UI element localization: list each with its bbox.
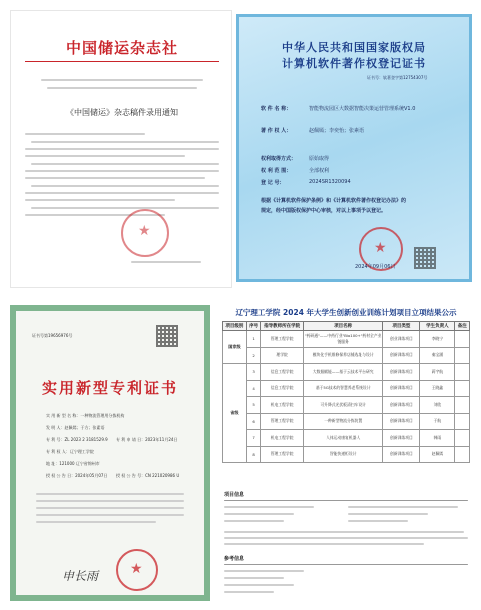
project-info-heading: 项目信息: [224, 492, 245, 498]
publisher-seal-icon: [121, 209, 169, 257]
table-row: 国家级 1 管理工程学院 "药研通"——中药行业"Bio100+"药材全产业链服务 创业训练项目 李晓宁: [223, 331, 470, 348]
certificate-title: 计算机软件著作权登记证书: [282, 57, 426, 70]
acquisition-method: 原始取得: [309, 156, 330, 162]
journal-publisher-title: 中国储运杂志社: [65, 39, 178, 57]
notice-heading: 《中国储运》杂志稿件录用通知: [66, 108, 178, 117]
patent-office-seal-icon: [116, 549, 158, 591]
table-row: 6 管理工程学院 一种新型物流分拣装置 创新训练项目 于航: [223, 413, 470, 430]
table-row: 8 管理工程学院 智能快递柜设计 创新训练项目 赵佩嫣: [223, 446, 470, 463]
project-table: [222, 321, 470, 463]
software-name: 智能物流园区大数据智能决策运营管理系统V1.0: [309, 106, 416, 112]
utility-patent-certificate: 证书号第19656976号 实用新型专利证书 实 用 新 型 名 称：一种物流管理用分拣机构 发 明 人：赵佩嫣；于方；张素语 专 利 号：ZL 2023 2 3181529.9 专 利 申 请 日：2023年11月24日 专 利 权 人：辽宁理工学院 地 址：121000 辽宁省锦州市 授 权 公 告 日：2024年05月07日 授 权 公 告 号：CN 221020986 U 申长雨 ★: [10, 305, 210, 601]
certificate-issuer: 中华人民共和国国家版权局: [282, 41, 426, 54]
qr-code-icon: [156, 325, 178, 347]
qr-code-icon: [414, 247, 436, 269]
reference-info-heading: 参考信息: [224, 556, 245, 562]
journal-acceptance-notice: [10, 10, 232, 288]
table-row: 省级 3 信息工程学院 大数据赋能——基于云技术平台研究 创新训练项目 蒋宇航: [223, 364, 470, 381]
software-copyright-certificate: 中华人民共和国国家版权局 计算机软件著作权登记证书 证书号：软著登字第12754307号 软 件 名 称： 智能物流园区大数据智能决策运营管理系统V1.0 著 作 权 人： 赵佩嫣；李奕怡；张素语 权利取得方式： 原始取得 权 利 范 围： 全部权利 登 记 号： 2024SR1320094 根据《计算机软件保护条例》和《计算机软件著作权登记办法》的 规定，经中国版权保护中心审核，对以上事项予以登记。 ★ 2024年09月06日: [236, 14, 472, 282]
table-row: 2 理学院 模块化手机维修保养店铺选址与设计 创新训练项目 秦宝涵: [223, 347, 470, 364]
innovation-project-announcement: [218, 303, 474, 603]
title-divider: [25, 61, 219, 62]
certificate-number: 证书号：软著登字第12754307号: [367, 75, 428, 80]
patent-certificate-title: 实用新型专利证书: [41, 379, 178, 397]
announcement-title: 辽宁理工学院 2024 年大学生创新创业训练计划项目立项结果公示: [235, 308, 457, 317]
statement-line-2: 规定，经中国版权保护中心审核，对以上事项予以登记。: [261, 208, 387, 214]
patent-certificate-number: 证书号第19656976号: [32, 333, 73, 338]
table-row: 7 机电工程学院 人体运动康复机器人 创新训练项目 韩雨: [223, 430, 470, 447]
rights-scope: 全部权利: [309, 168, 330, 174]
registration-number: 2024SR1320094: [309, 179, 351, 185]
table-row: 4 信息工程学院 基于5G技术的智慧养老系统设计 创新训练项目 王晓鑫: [223, 380, 470, 397]
copyright-owners: 赵佩嫣；李奕怡；张素语: [309, 128, 365, 134]
statement-line-1: 根据《计算机软件保护条例》和《计算机软件著作权登记办法》的: [261, 198, 407, 204]
table-row: 5 机电工程学院 可升降式光伏板清扫车设计 创新训练项目 刘欣: [223, 397, 470, 414]
director-signature: 申长雨: [62, 569, 99, 583]
table-header-row: 项目级别 序号 指导教师所在学院 项目名称 项目类型 学生负责人 备注: [223, 322, 470, 331]
issue-date: 2024年09月06日: [355, 264, 396, 270]
